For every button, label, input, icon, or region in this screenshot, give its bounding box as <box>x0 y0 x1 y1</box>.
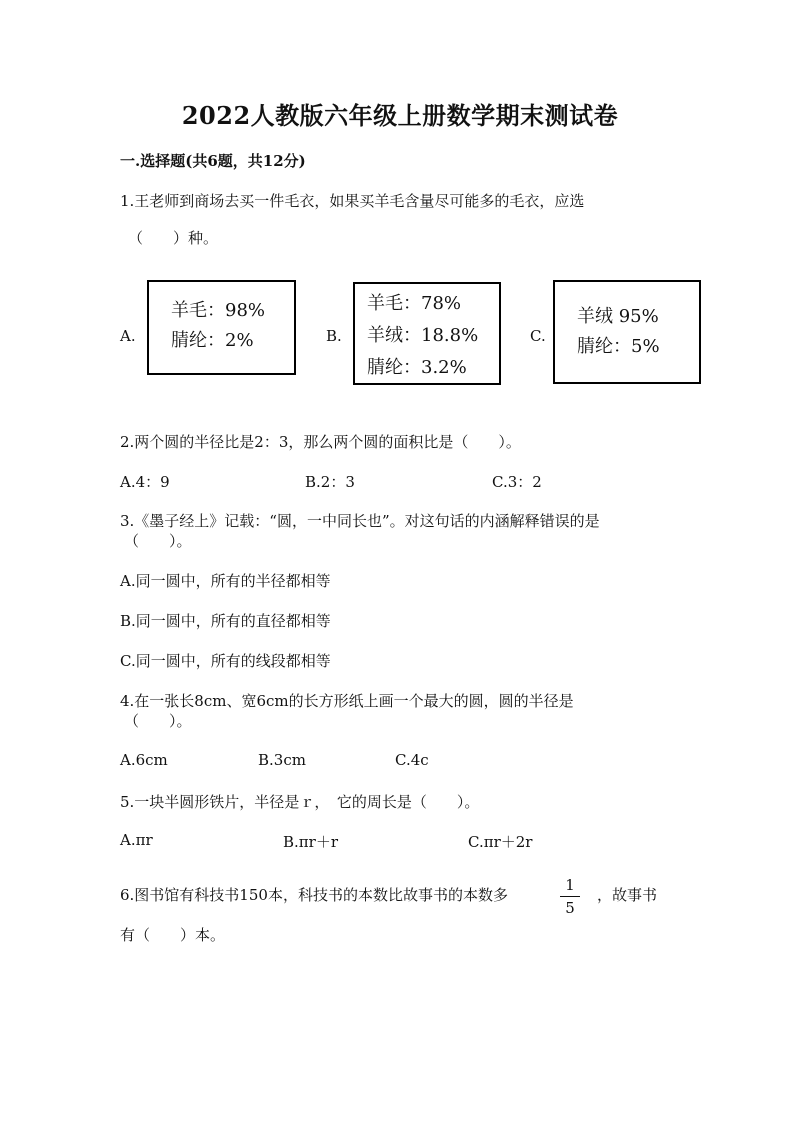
question-2-text: 2.两个圆的半径比是2：3，那么两个圆的面积比是（ ）。 <box>120 433 521 451</box>
q3-option-c: C.同一圆中，所有的线段都相等 <box>120 652 331 670</box>
q4-option-c: C.4c <box>395 751 429 769</box>
q2-option-b: B.2：3 <box>305 473 355 491</box>
q5-option-b: B.πr＋r <box>283 833 338 851</box>
question-3-text: 3.《墨子经上》记载：“圆，一中同长也”。对这句话的内涵解释错误的是 <box>120 512 600 530</box>
question-1-text: 1.王老师到商场去买一件毛衣，如果买羊毛含量尽可能多的毛衣，应选 <box>120 192 585 210</box>
page-title: 2022人教版六年级上册数学期末测试卷 <box>181 101 619 130</box>
q3-option-a: A.同一圆中，所有的半径都相等 <box>120 572 331 590</box>
section-heading: 一.选择题(共6题，共12分) <box>120 152 306 170</box>
q1-option-a-box <box>147 280 296 375</box>
q4-option-b: B.3cm <box>258 751 306 769</box>
q2-option-a: A.4：9 <box>120 473 170 491</box>
q1-option-a-label: A. <box>120 327 136 345</box>
q1-option-c-label: C. <box>530 327 546 345</box>
q5-option-c: C.πr＋2r <box>468 833 533 851</box>
q1-option-c-box <box>553 280 701 384</box>
question-6-blank: 有（ ）本。 <box>120 926 226 944</box>
question-5-text: 5.一块半圆形铁片，半径是ｒ， 它的周长是（ ）。 <box>120 793 480 811</box>
q1-option-b-line: 羊毛：78% <box>367 293 462 314</box>
question-4-blank: （ ）。 <box>124 712 192 730</box>
q1-option-b-line: 羊绒：18.8% <box>367 325 479 346</box>
q1-option-b-box <box>353 282 501 385</box>
q1-option-a-line: 腈纶：2% <box>171 330 254 351</box>
q1-option-a-line: 羊毛：98% <box>171 300 266 321</box>
question-6-text-end: ，故事书 <box>597 886 658 904</box>
q1-option-b-line: 腈纶：3.2% <box>367 357 467 378</box>
fraction-denominator: 5 <box>565 899 575 917</box>
fraction-one-fifth <box>560 876 580 917</box>
q1-option-b-label: B. <box>326 327 342 345</box>
question-6-text: 6.图书馆有科技书150本，科技书的本数比故事书的本数多 <box>120 886 508 904</box>
question-3-blank: （ ）。 <box>124 532 192 550</box>
q5-option-a: A.πr <box>120 831 153 849</box>
fraction-bar <box>560 896 580 897</box>
question-1-blank: （ ）种。 <box>128 229 219 247</box>
question-4-text: 4.在一张长8cm、宽6cm的长方形纸上画一个最大的圆，圆的半径是 <box>120 692 574 710</box>
fraction-numerator: 1 <box>565 876 575 894</box>
q4-option-a: A.6cm <box>120 751 168 769</box>
q1-option-c-line: 腈纶：5% <box>577 336 660 357</box>
q1-option-c-line: 羊绒 95% <box>577 306 659 327</box>
q3-option-b: B.同一圆中，所有的直径都相等 <box>120 612 331 630</box>
q2-option-c: C.3：2 <box>492 473 542 491</box>
